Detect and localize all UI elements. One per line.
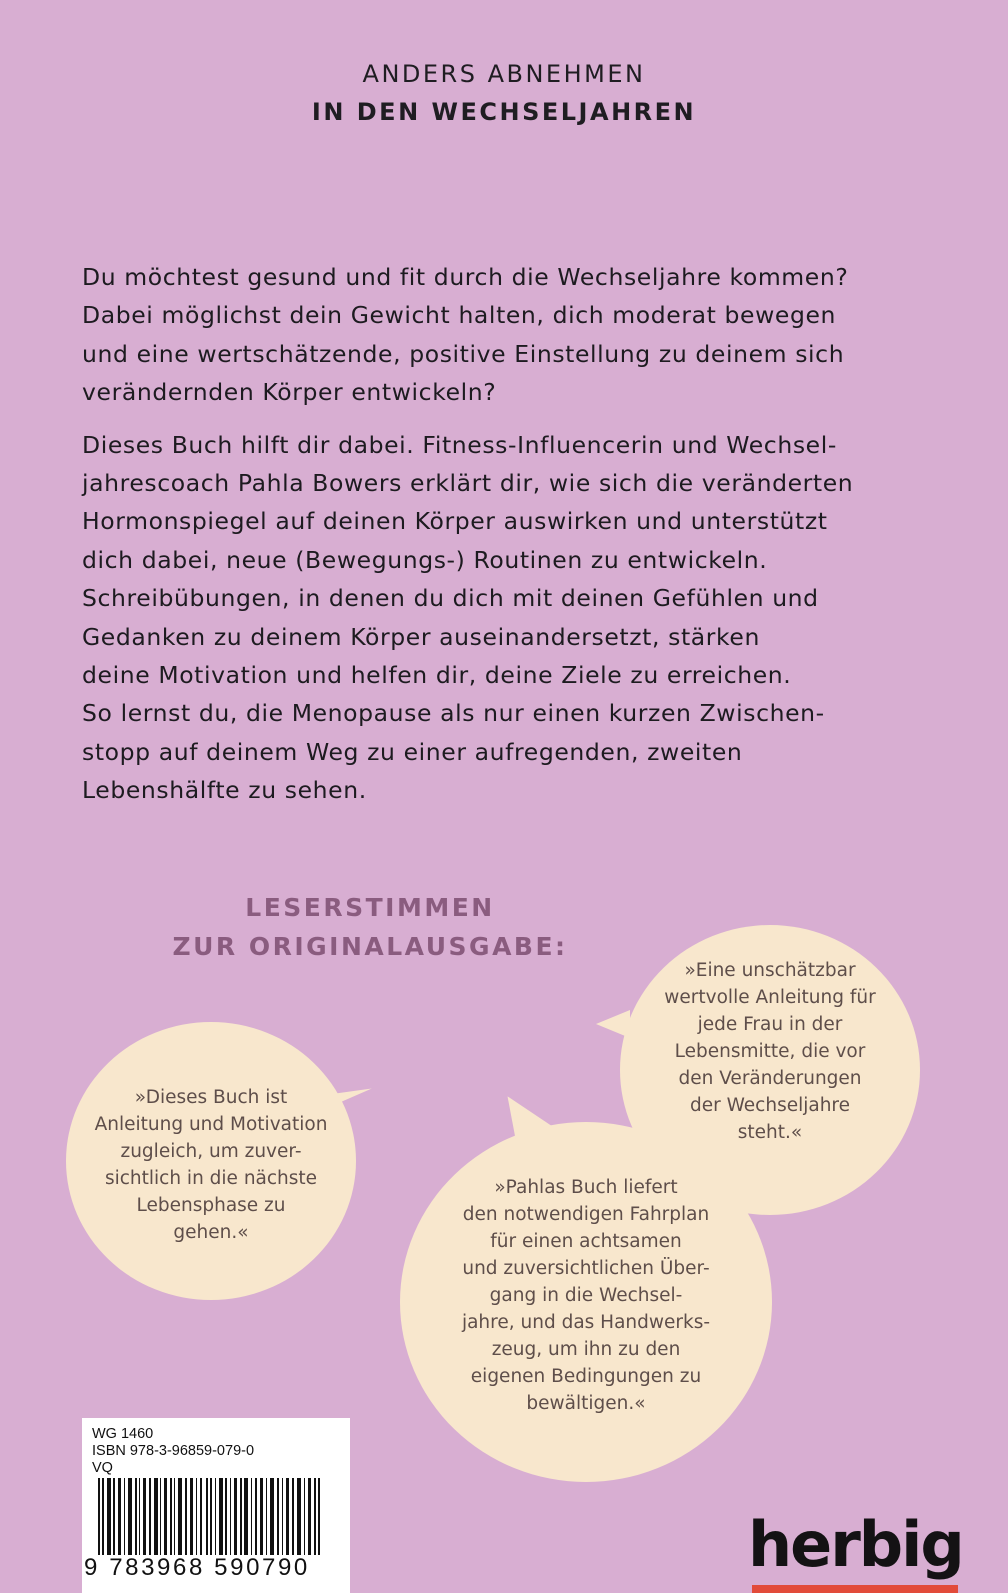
quote-line: jede Frau in der <box>697 1014 843 1035</box>
blurb-p2-line: Dieses Buch hilft dir dabei. Fitness-Influencerin und Wechsel- <box>82 430 837 459</box>
paragraph-gap <box>82 412 962 426</box>
quote-line: Anleitung und Motivation <box>94 1114 328 1135</box>
isbn-number: ISBN 978-3-96859-079-0 <box>92 1443 255 1459</box>
reviews-heading-line2: ZUR ORIGINALAUSGABE: <box>172 932 568 961</box>
blurb-p2-line: So lernst du, die Menopause als nur einen kurzen Zwischen- <box>82 699 825 728</box>
quote-line: gehen.« <box>173 1222 249 1243</box>
quote-line: Lebensmitte, die vor <box>674 1041 866 1062</box>
quote-line: »Dieses Buch ist <box>134 1087 288 1108</box>
review-quote-3 <box>400 1174 772 1417</box>
blurb-text <box>82 258 962 810</box>
blurb-p2-line: Gedanken zu deinem Körper auseinandersetzt, stärken <box>82 622 760 651</box>
blurb-p1-line: Du möchtest gesund und fit durch die Wechseljahre kommen? <box>82 263 849 291</box>
series-title-line2: IN DEN WECHSELJAHREN <box>311 98 697 126</box>
blurb-p2-line: deine Motivation und helfen dir, deine Ziele zu erreichen. <box>82 661 792 690</box>
quote-line: den notwendigen Fahrplan <box>462 1204 710 1225</box>
blurb-p2-line: Lebenshälfte zu sehen. <box>82 776 367 805</box>
quote-line: der Wechseljahre <box>689 1095 851 1116</box>
quote-line: den Veränderungen <box>678 1068 862 1089</box>
quote-line: für einen achtsamen <box>490 1231 682 1252</box>
blurb-p2-line: stopp auf deinem Weg zu einer aufregenden, zweiten <box>82 737 743 766</box>
review-quote-2 <box>66 1084 356 1246</box>
extra-code: VQ <box>92 1460 113 1476</box>
quote-line: bewältigen.« <box>526 1393 646 1414</box>
speech-bubble-review-2 <box>66 1022 356 1300</box>
quote-line: Lebensphase zu <box>136 1195 286 1216</box>
reviews-heading <box>160 888 580 966</box>
blurb-p1-line: Dabei möglichst dein Gewicht halten, dich moderat bewegen <box>82 301 837 330</box>
speech-bubble-review-3 <box>400 1122 772 1482</box>
blurb-p1-line: verändernden Körper entwickeln? <box>82 378 497 407</box>
barcode-digits: 9 783968 590790 <box>84 1555 344 1581</box>
product-code: WG 1460 <box>92 1426 154 1442</box>
blurb-p2-line: jahrescoach Pahla Bowers erklärt dir, wie sich die veränderten <box>82 469 854 498</box>
quote-line: wertvolle Anleitung für <box>664 987 876 1008</box>
publisher-logo-bar <box>752 1585 958 1593</box>
blurb-p2-line: dich dabei, neue (Bewegungs-) Routinen zu entwickeln. <box>82 545 768 574</box>
quote-line: zugleich, um zuver- <box>120 1141 302 1162</box>
publisher-logo-text: herbig <box>748 1508 963 1581</box>
series-title <box>0 55 1008 131</box>
blurb-p2-line: Hormonspiegel auf deinen Körper auswirken und unterstützt <box>82 507 828 536</box>
quote-line: jahre, und das Handwerks- <box>461 1312 711 1333</box>
blurb-p2-line: Schreibübungen, in denen du dich mit deinen Gefühlen und <box>82 584 819 613</box>
isbn-meta <box>92 1426 340 1477</box>
quote-line: eigenen Bedingungen zu <box>470 1366 702 1387</box>
publisher-logo <box>748 1500 963 1593</box>
series-title-line1: ANDERS ABNEHMEN <box>362 60 646 88</box>
reviews-heading-line1: LESERSTIMMEN <box>245 893 495 922</box>
quote-line: »Pahlas Buch liefert <box>494 1177 678 1198</box>
isbn-block <box>82 1418 350 1593</box>
quote-line: sichtlich in die nächste <box>104 1168 318 1189</box>
quote-line: gang in die Wechsel- <box>489 1285 683 1306</box>
quote-line: »Eine unschätzbar <box>684 960 856 981</box>
speech-bubble-tail <box>498 1084 558 1147</box>
quote-line: und zuversichtlichen Über- <box>462 1258 710 1279</box>
review-quote-1 <box>620 957 920 1146</box>
quote-line: steht.« <box>737 1122 803 1143</box>
quote-line: zeug, um ihn zu den <box>491 1339 681 1360</box>
blurb-p1-line: und eine wertschätzende, positive Einstellung zu deinem sich <box>82 339 845 368</box>
